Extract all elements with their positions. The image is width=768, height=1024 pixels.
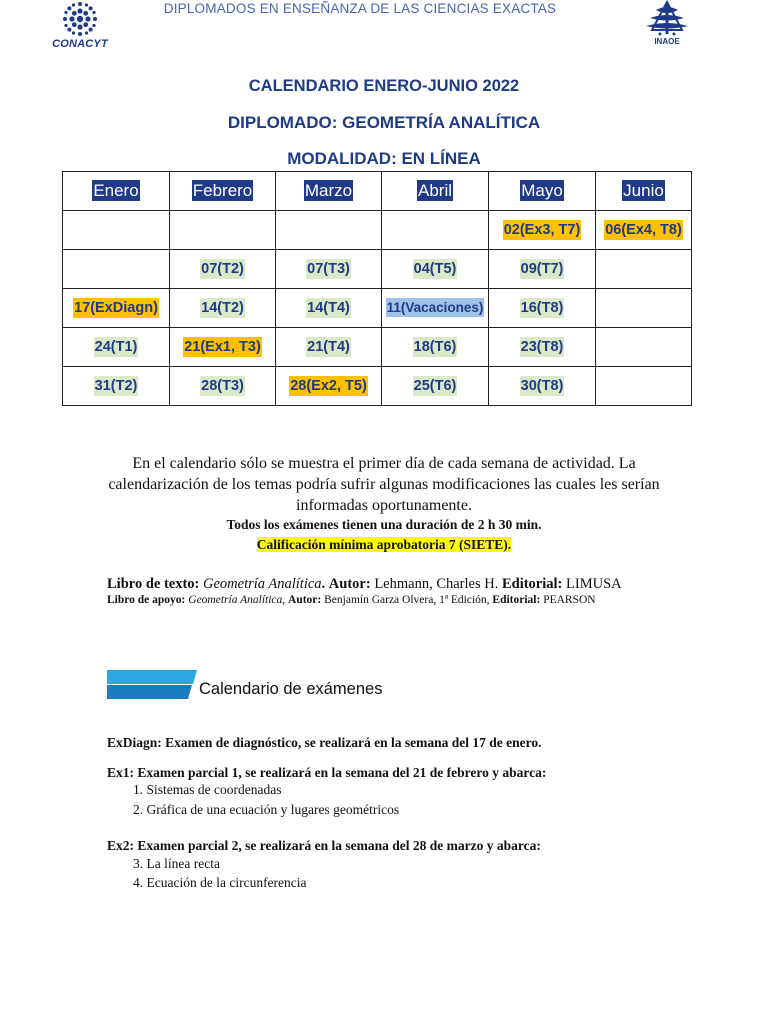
calendar-cell bbox=[489, 250, 596, 289]
calendar-cell bbox=[596, 211, 692, 250]
calendar-week-row bbox=[63, 250, 692, 289]
exam2-info: Ex2: Examen parcial 2, se realizará en la semana del 28 de marzo y abarca: bbox=[107, 838, 541, 853]
exam2-topic: 4. Ecuación de la circunferencia bbox=[133, 875, 307, 890]
calendar-entry: 25(T6) bbox=[413, 378, 457, 394]
month-header: Enero bbox=[93, 181, 139, 200]
month-header-cell bbox=[489, 172, 596, 211]
calendar-cell bbox=[276, 367, 382, 406]
calendar-cell bbox=[489, 367, 596, 406]
textbook-editorial-label: Editorial: bbox=[501, 576, 563, 592]
calendar-week-row bbox=[63, 328, 692, 367]
calendar-cell bbox=[276, 328, 382, 367]
calendar-cell bbox=[170, 211, 276, 250]
exam1-info: Ex1: Examen parcial 1, se realizará en la semana del 21 de febrero y abarca: bbox=[107, 765, 547, 780]
calendar-entry: 23(T8) bbox=[520, 339, 564, 355]
calendar-cell bbox=[63, 250, 170, 289]
month-header: Marzo bbox=[304, 181, 353, 200]
calendar-cell bbox=[596, 250, 692, 289]
calendar-cell bbox=[382, 250, 489, 289]
calendar-cell bbox=[489, 211, 596, 250]
textbook-author-label: Autor: bbox=[328, 576, 371, 592]
calendar-cell bbox=[63, 211, 170, 250]
calendar-note: En el calendario sólo se muestra el primer día de cada semana de actividad. La calendarización de los temas podría sufrir algunas modificaciones las cuales les serían informadas oportunamente. bbox=[108, 455, 660, 514]
calendar-cell bbox=[63, 289, 170, 328]
exam1-topic: 1. Sistemas de coordenadas bbox=[133, 782, 282, 797]
inaoe-emblem-icon bbox=[638, 0, 696, 38]
support-book-editorial-label: Editorial: bbox=[492, 594, 541, 606]
textbook-author: Lehmann, Charles H. bbox=[374, 576, 499, 592]
calendar-cell bbox=[63, 367, 170, 406]
calendar-entry: 24(T1) bbox=[94, 339, 138, 355]
exam2-topic: 3. La línea recta bbox=[133, 856, 220, 871]
month-header-cell bbox=[170, 172, 276, 211]
support-book-editorial: PEARSON bbox=[543, 594, 596, 606]
calendar-cell bbox=[489, 289, 596, 328]
calendar-cell bbox=[489, 328, 596, 367]
month-header: Febrero bbox=[192, 181, 253, 200]
calendar-entry bbox=[643, 337, 645, 357]
calendar-cell bbox=[276, 289, 382, 328]
calendar-cell bbox=[382, 289, 489, 328]
calendar-entry: 09(T7) bbox=[520, 261, 564, 277]
month-header: Abril bbox=[417, 181, 452, 200]
calendar-entry: 31(T2) bbox=[94, 378, 138, 394]
calendar-entry: 06(Ex4, T8) bbox=[605, 222, 682, 238]
calendar-cell bbox=[63, 328, 170, 367]
calendar-table bbox=[62, 171, 692, 406]
calendar-cell bbox=[596, 289, 692, 328]
calendar-entry: 14(T4) bbox=[307, 300, 350, 316]
calendar-title: CALENDARIO ENERO-JUNIO 2022 bbox=[248, 77, 520, 95]
calendar-cell bbox=[276, 211, 382, 250]
support-book-title: Geometría Analítica bbox=[188, 594, 283, 606]
month-header: Mayo bbox=[521, 181, 563, 200]
textbook-line: Libro de texto: Geometría Analítica. Autor: Lehmann, Charles H. Editorial: LIMUSA bbox=[107, 576, 622, 592]
calendar-cell bbox=[382, 211, 489, 250]
textbook-title: Geometría Analítica bbox=[203, 576, 322, 592]
textbook-label: Libro de texto: bbox=[107, 576, 200, 592]
calendar-entry: 21(T4) bbox=[307, 339, 350, 355]
calendar-entry: 07(T3) bbox=[307, 261, 350, 277]
diagnostic-exam-info: ExDiagn: Examen de diagnóstico, se realizará en la semana del 17 de enero. bbox=[107, 735, 542, 750]
month-header-cell bbox=[382, 172, 489, 211]
header-title: DIPLOMADOS EN ENSEÑANZA DE LAS CIENCIAS EXACTAS bbox=[163, 1, 557, 16]
inaoe-logo bbox=[638, 0, 696, 48]
calendar-entry bbox=[222, 220, 224, 240]
min-grade-note bbox=[100, 537, 668, 553]
calendar-entry: 14(T2) bbox=[201, 300, 244, 316]
calendar-entry: 16(T8) bbox=[520, 300, 564, 316]
textbook-editorial: LIMUSA bbox=[566, 576, 622, 592]
diploma-title: DIPLOMADO: GEOMETRÍA ANALÍTICA bbox=[227, 113, 541, 132]
calendar-entry bbox=[115, 220, 117, 240]
calendar-cell bbox=[170, 250, 276, 289]
calendar-entry: 18(T6) bbox=[413, 339, 457, 355]
calendar-cell bbox=[596, 367, 692, 406]
calendar-cell bbox=[276, 250, 382, 289]
calendar-entry: 17(ExDiagn) bbox=[74, 300, 158, 316]
conacyt-logo-text: CONACYT bbox=[52, 38, 108, 50]
calendar-entry: 07(T2) bbox=[201, 261, 244, 277]
calendar-cell bbox=[170, 289, 276, 328]
month-header-cell bbox=[596, 172, 692, 211]
month-header-cell bbox=[276, 172, 382, 211]
calendar-entry bbox=[115, 259, 117, 279]
support-book-author: Benjamín Garza Olvera, 1ª Edición, bbox=[324, 594, 490, 606]
support-book-author-label: Autor: bbox=[288, 594, 322, 606]
support-book-line: Libro de apoyo: Geometría Analítica, Autor: Benjamín Garza Olvera, 1ª Edición, Editorial: PEARSON bbox=[107, 594, 596, 606]
calendar-week-row bbox=[63, 211, 692, 250]
exam-duration-note: Todos los exámenes tienen una duración de 2 h 30 min. bbox=[226, 517, 542, 532]
exams-section-title: Calendario de exámenes bbox=[199, 680, 383, 698]
month-header: Junio bbox=[623, 181, 664, 200]
modality-title: MODALIDAD: EN LÍNEA bbox=[287, 149, 481, 168]
calendar-cell bbox=[382, 328, 489, 367]
calendar-week-row bbox=[63, 289, 692, 328]
calendar-entry: 02(Ex3, T7) bbox=[503, 222, 581, 238]
section-banner-icon bbox=[107, 670, 197, 700]
calendar-entry bbox=[643, 259, 645, 279]
calendar-cell bbox=[382, 367, 489, 406]
month-header-row bbox=[63, 172, 692, 211]
month-header-cell bbox=[63, 172, 170, 211]
calendar-cell bbox=[170, 367, 276, 406]
calendar-entry: 28(Ex2, T5) bbox=[290, 378, 367, 394]
calendar-entry: 28(T3) bbox=[201, 378, 244, 394]
calendar-entry bbox=[434, 220, 436, 240]
calendar-entry bbox=[328, 220, 330, 240]
calendar-cell bbox=[170, 328, 276, 367]
inaoe-logo-text: INAOE bbox=[654, 37, 680, 46]
calendar-entry: 04(T5) bbox=[413, 261, 457, 277]
calendar-entry bbox=[643, 298, 645, 318]
calendar-entry: 30(T8) bbox=[520, 378, 564, 394]
calendar-entry: 11(Vacaciones) bbox=[386, 300, 484, 315]
exam1-topic: 2. Gráfica de una ecuación y lugares geométricos bbox=[133, 802, 400, 817]
calendar-entry: 21(Ex1, T3) bbox=[184, 339, 261, 355]
calendar-week-row bbox=[63, 367, 692, 406]
min-grade-text: Calificación mínima aprobatoria 7 (SIETE). bbox=[256, 537, 512, 552]
support-book-label: Libro de apoyo: bbox=[107, 594, 186, 606]
calendar-entry bbox=[643, 376, 645, 396]
calendar-cell bbox=[596, 328, 692, 367]
